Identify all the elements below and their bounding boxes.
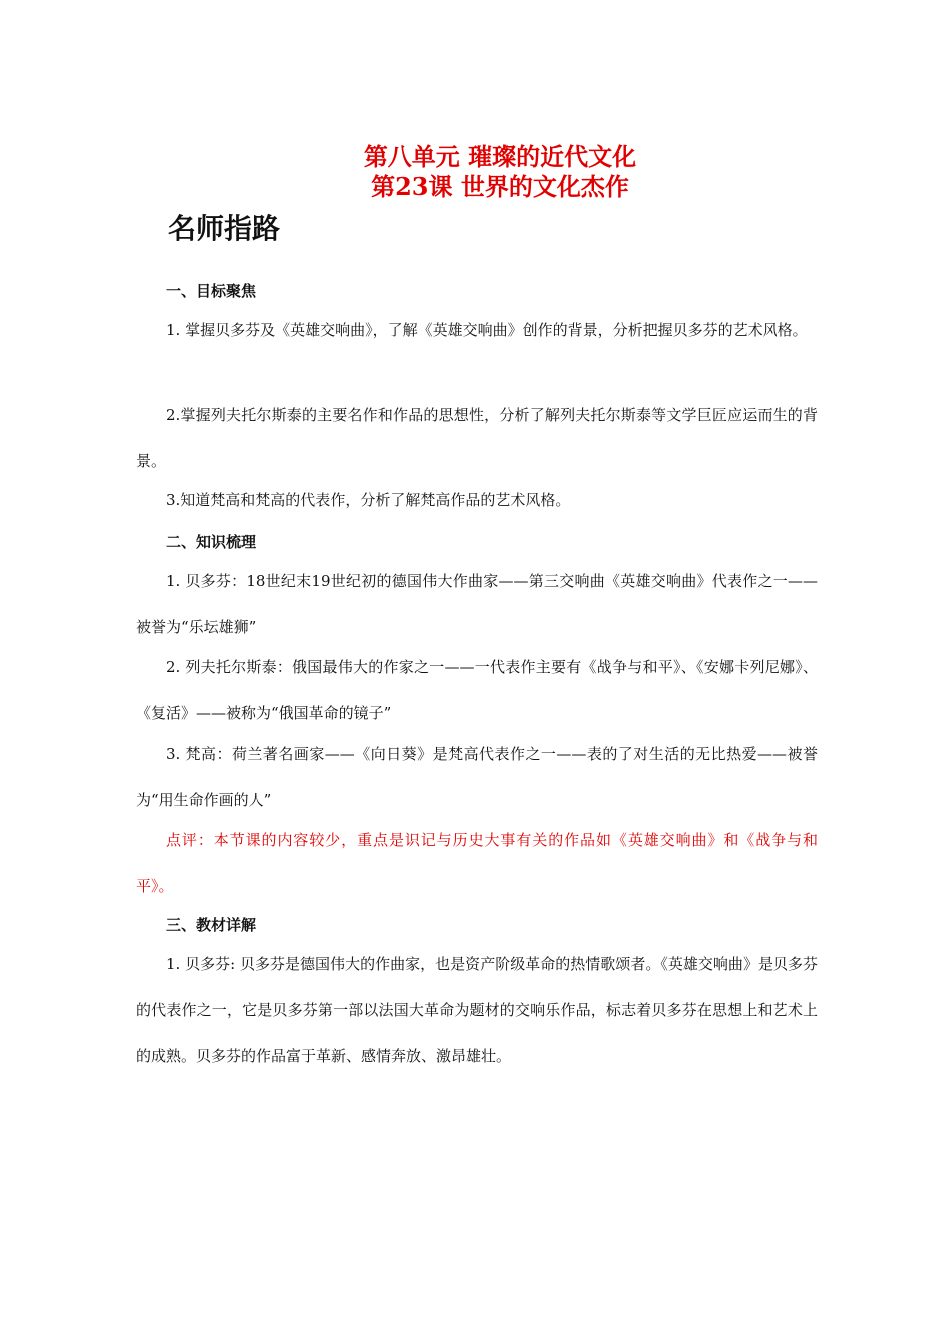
paragraph: 3. 梵高：荷兰著名画家——《向日葵》是梵高代表作之一——表的了对生活的无比热爱——被誉为“用生命作画的人”	[136, 745, 818, 809]
paragraph: 1. 贝多芬: 贝多芬是德国伟大的作曲家，也是资产阶级革命的热情歌颂者。《英雄交响曲》是贝多芬的代表作之一，它是贝多芬第一部以法国大革命为题材的交响乐作品，标志着贝多芬在思想上和艺术上的成熟。贝多芬的作品富于革新、感情奔放、激昂雄壮。	[136, 955, 818, 1065]
page-subtitle: 名师指路	[168, 212, 281, 245]
section-heading-textbook: 三、教材详解	[166, 916, 257, 934]
paragraph: 2.掌握列夫托尔斯泰的主要名作和作品的思想性，分析了解列夫托尔斯泰等文学巨匠应运而生的背景。	[136, 406, 818, 470]
paragraph: 2. 列夫托尔斯泰：俄国最伟大的作家之一——一代表作主要有《战争与和平》、《安娜卡列尼娜》、《复活》——被称为“俄国革命的镜子”	[136, 658, 818, 722]
review-note: 点评：本节课的内容较少，重点是识记与历史大事有关的作品如《英雄交响曲》和《战争与和平》。	[136, 831, 818, 895]
paragraph: 3.知道梵高和梵高的代表作，分析了解梵高作品的艺术风格。	[166, 491, 571, 509]
unit-title: 第八单元 璀璨的近代文化	[363, 142, 637, 171]
paragraph: 1. 贝多芬：18世纪末19世纪初的德国伟大作曲家——第三交响曲《英雄交响曲》代表作之一——被誉为“乐坛雄狮”	[136, 572, 818, 636]
paragraph: 1. 掌握贝多芬及《英雄交响曲》，了解《英雄交响曲》创作的背景，分析把握贝多芬的艺术风格。	[166, 321, 808, 339]
section-heading-knowledge: 二、知识梳理	[166, 533, 257, 551]
section-heading-goals: 一、目标聚焦	[166, 282, 257, 300]
lesson-title: 第23课 世界的文化杰作	[371, 172, 629, 201]
